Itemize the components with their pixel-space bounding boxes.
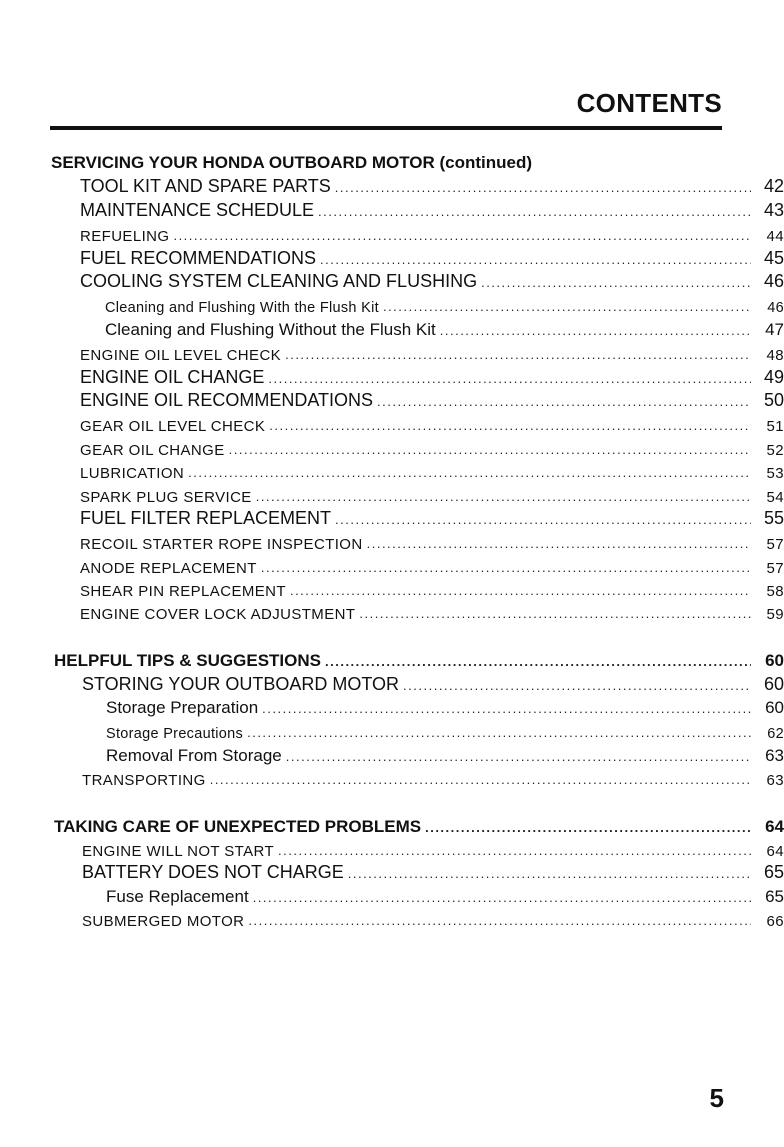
toc-entry: ENGINE WILL NOT START ..... 64 [0, 836, 784, 860]
toc-subentry: Storage Preparation ..... 60 [0, 694, 784, 718]
toc-subentry: Storage Precautions ..... 62 [0, 718, 784, 742]
toc-entry: ANODE REPLACEMENT ..... 57 [0, 553, 784, 577]
toc-entry: TRANSPORTING ..... 63 [0, 765, 784, 789]
toc-entry: SUBMERGED MOTOR ..... 66 [0, 906, 784, 930]
toc-entry: FUEL RECOMMENDATIONS ..... 45 [0, 245, 784, 269]
toc-entry: GEAR OIL LEVEL CHECK ..... 51 [0, 411, 784, 435]
section-heading-unexpected-problems: TAKING CARE OF UNEXPECTED PROBLEMS ..... 64 [0, 813, 784, 837]
toc-entry: ENGINE OIL RECOMMENDATIONS ..... 50 [0, 387, 784, 411]
toc-subentry: Cleaning and Flushing Without the Flush Kit ..... 47 [0, 316, 784, 340]
toc-entry: ENGINE COVER LOCK ADJUSTMENT ..... 59 [0, 599, 784, 623]
toc-entry: ENGINE OIL LEVEL CHECK ..... 48 [0, 340, 784, 364]
page-number: 5 [709, 1083, 724, 1113]
title-rule [50, 126, 722, 130]
toc-subentry: Cleaning and Flushing With the Flush Kit ..... 46 [0, 292, 784, 316]
toc-entry: LUBRICATION ..... 53 [0, 458, 784, 482]
toc-entry: FUEL FILTER REPLACEMENT ..... 55 [0, 505, 784, 529]
toc-entry: BATTERY DOES NOT CHARGE ..... 65 [0, 859, 784, 883]
toc-subentry: Removal From Storage ..... 63 [0, 742, 784, 766]
toc-entry: TOOL KIT AND SPARE PARTS ..... 42 [0, 173, 784, 197]
section-heading-helpful-tips: HELPFUL TIPS & SUGGESTIONS ..... 60 [0, 647, 784, 671]
toc-entry: SPARK PLUG SERVICE ..... 54 [0, 482, 784, 506]
toc-entry: RECOIL STARTER ROPE INSPECTION ..... 57 [0, 529, 784, 553]
section-heading-servicing: SERVICING YOUR HONDA OUTBOARD MOTOR (continued) [51, 153, 533, 172]
toc-entry: GEAR OIL CHANGE ..... 52 [0, 435, 784, 459]
toc-entry: SHEAR PIN REPLACEMENT ..... 58 [0, 576, 784, 600]
toc-entry: ENGINE OIL CHANGE ..... 49 [0, 364, 784, 388]
toc-subentry: Fuse Replacement ..... 65 [0, 883, 784, 907]
toc-entry: STORING YOUR OUTBOARD MOTOR ..... 60 [0, 671, 784, 695]
page-title: CONTENTS [576, 88, 722, 118]
toc-entry: COOLING SYSTEM CLEANING AND FLUSHING ..... 46 [0, 268, 784, 292]
toc-entry: MAINTENANCE SCHEDULE ..... 43 [0, 197, 784, 221]
toc-entry: REFUELING ..... 44 [0, 221, 784, 245]
